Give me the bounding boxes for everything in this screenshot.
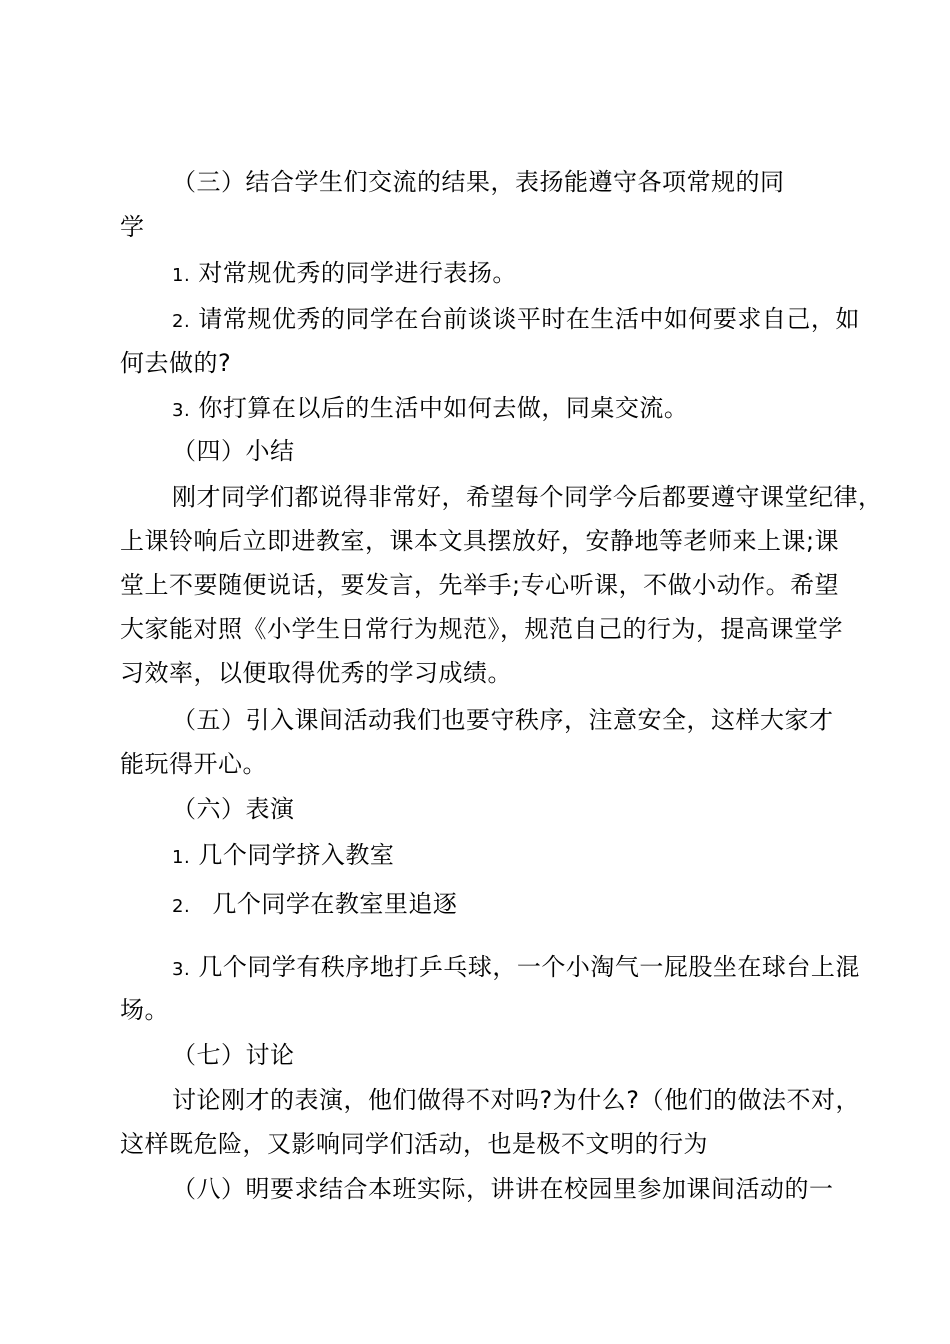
section-8-heading: （八）明要求结合本班实际，讲讲在校园里参加课间活动的一: [172, 1175, 834, 1203]
section-5-heading: （五）引入课间活动我们也要守秩序，注意安全，这样大家才: [172, 706, 834, 734]
list-item-2-cont: 何去做的?: [120, 349, 232, 377]
section-6-heading: （六）表演: [172, 795, 295, 823]
list-text: 你打算在以后的生活中如何去做，同桌交流。: [198, 394, 689, 422]
list-item-2: [172, 304, 860, 337]
list-item-1: [172, 258, 517, 291]
performance-item-3-cont: 场。: [120, 996, 169, 1024]
summary-line-2: 上课铃响后立即进教室，课本文具摆放好，安静地等老师来上课;课: [120, 527, 840, 555]
list-number: 3.: [172, 400, 191, 421]
list-number: 1.: [172, 847, 191, 868]
list-text: 请常规优秀的同学在台前谈谈平时在生活中如何要求自己，如: [198, 305, 860, 333]
list-text: 几个同学挤入教室: [198, 841, 395, 869]
section-3-heading: （三）结合学生们交流的结果，表扬能遵守各项常规的同: [172, 168, 785, 196]
list-text: 几个同学在教室里追逐: [212, 890, 458, 918]
summary-line-3: 堂上不要随便说话，要发言，先举手;专心听课，不做小动作。希望: [120, 571, 840, 599]
performance-item-2: [172, 889, 457, 922]
section-3-heading-cont: 学: [120, 213, 145, 241]
list-number: 2.: [172, 311, 191, 332]
performance-item-3: [172, 952, 860, 985]
discussion-line-1: 讨论刚才的表演，他们做得不对吗?为什么?（他们的做法不对，: [172, 1086, 860, 1114]
section-5-heading-cont: 能玩得开心。: [120, 750, 267, 778]
list-text: 对常规优秀的同学进行表扬。: [198, 259, 517, 287]
summary-line-5: 习效率，以便取得优秀的学习成绩。: [120, 659, 512, 687]
list-number: 1.: [172, 265, 191, 286]
section-7-heading: （七）讨论: [172, 1041, 295, 1069]
list-text: 几个同学有秩序地打乒乓球，一个小淘气一屁股坐在球台上混: [198, 953, 860, 981]
list-number: 2.: [172, 896, 191, 917]
list-item-3: [172, 393, 688, 426]
discussion-line-2: 这样既危险，又影响同学们活动，也是极不文明的行为: [120, 1130, 708, 1158]
list-number: 3.: [172, 959, 191, 980]
performance-item-1: [172, 840, 394, 873]
summary-line-1: 刚才同学们都说得非常好，希望每个同学今后都要遵守课堂纪律，: [172, 483, 883, 511]
section-4-heading: （四）小结: [172, 437, 295, 465]
summary-line-4: 大家能对照《小学生日常行为规范》，规范自己的行为，提高课堂学: [120, 615, 843, 643]
